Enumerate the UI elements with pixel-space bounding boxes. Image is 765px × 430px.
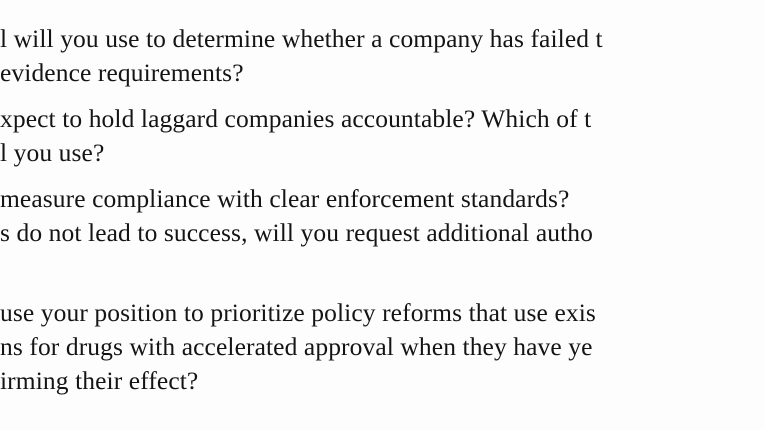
text-line: xpect to hold laggard companies accountable? Which of t [0,104,592,133]
text-line: evidence requirements? [0,58,244,87]
text-line: s do not lead to success, will you request additional autho [0,218,593,247]
text-line: l you use? [0,138,105,167]
text-line: irming their effect? [0,366,199,395]
text-line: use your position to prioritize policy reforms that use exis [0,298,596,327]
text-line: ns for drugs with accelerated approval when they have ye [0,332,593,361]
text-line: measure compliance with clear enforcement standards? [0,184,570,213]
text-line: l will you use to determine whether a company has failed t [0,24,603,53]
